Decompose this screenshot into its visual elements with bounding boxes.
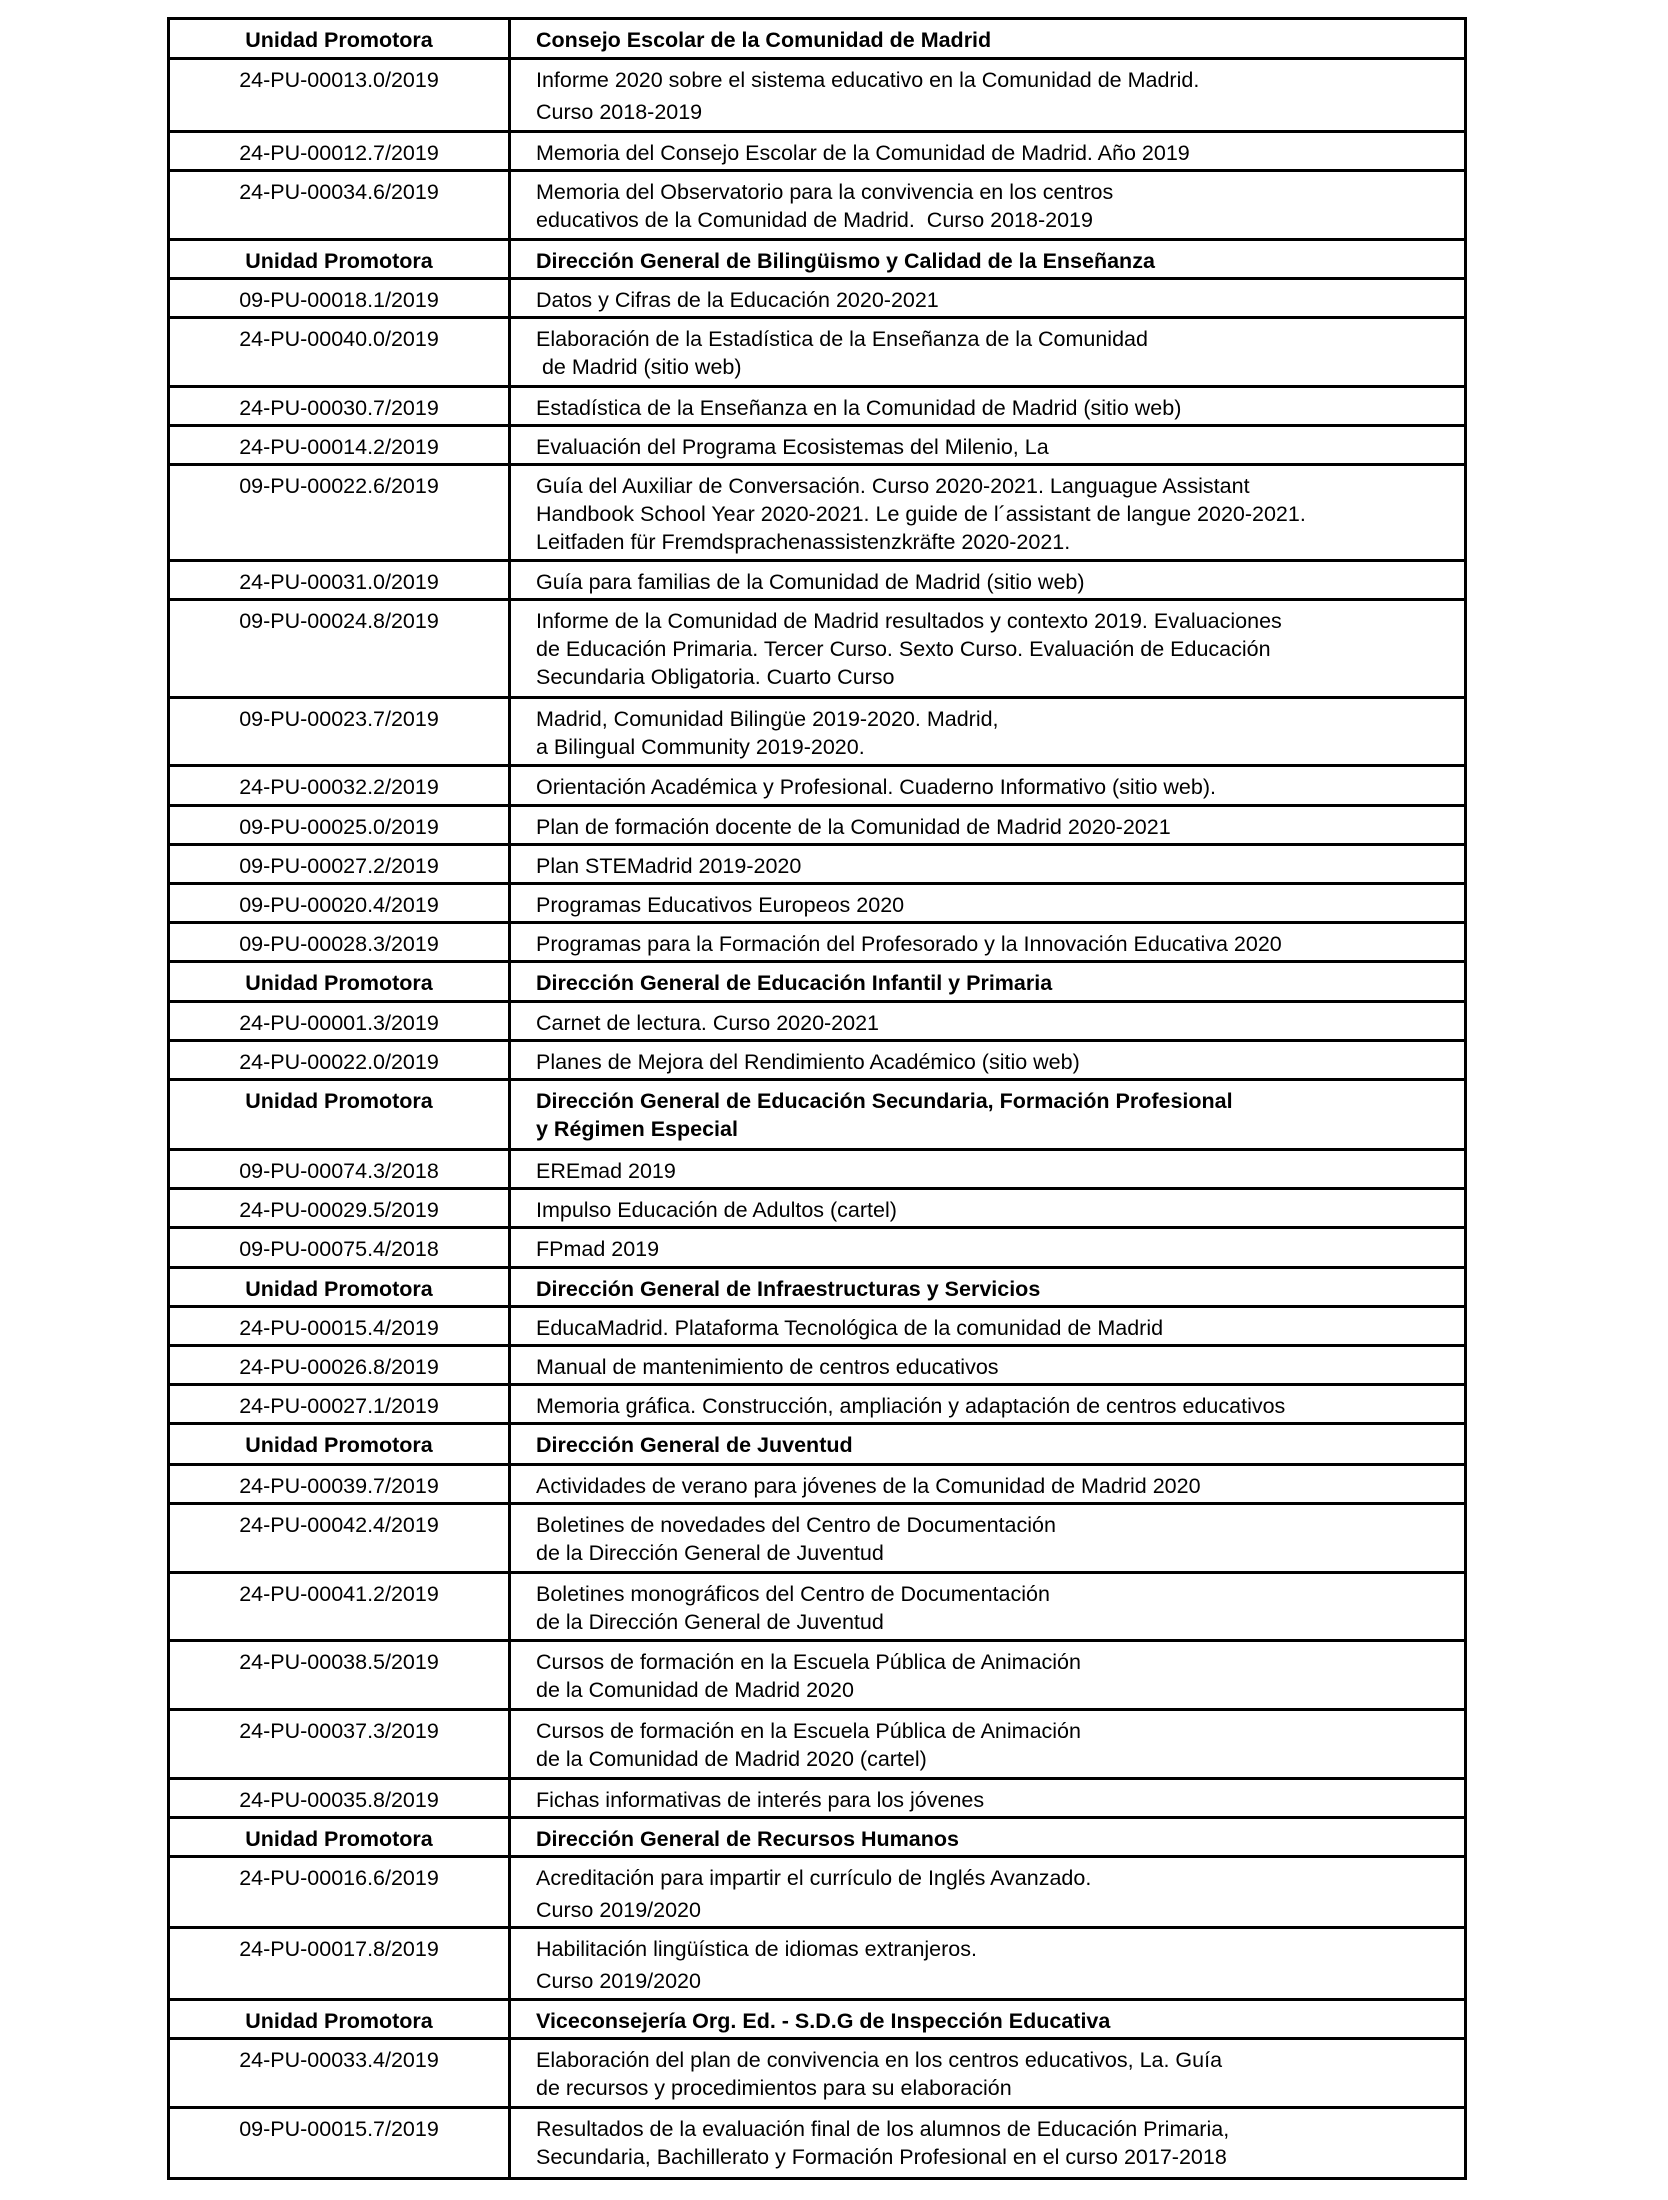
publication-code-cell: 24-PU-00037.3/2019 <box>169 1710 510 1779</box>
publications-table-body <box>169 19 1466 2179</box>
publication-title-line: de la Dirección General de Juventud <box>536 1610 884 1634</box>
publication-row <box>169 698 1466 766</box>
publication-title-cell <box>510 1857 1466 1928</box>
publication-title-line: Actividades de verano para jóvenes de la Comunidad de Madrid 2020 <box>536 1474 1201 1498</box>
publication-row <box>169 1641 1466 1710</box>
publication-title-line: de la Dirección General de Juventud <box>536 1541 884 1565</box>
section-title-line: Consejo Escolar de la Comunidad de Madrid <box>536 28 992 52</box>
section-title-line: Dirección General de Educación Secundaria, Formación Profesional <box>536 1089 1233 1113</box>
publication-title-line: Leitfaden für Fremdsprachenassistenzkräfte 2020-2021. <box>536 530 1071 554</box>
unidad-promotora-label: Unidad Promotora <box>169 1268 510 1307</box>
promoting-unit-name <box>510 962 1466 1002</box>
unidad-promotora-label: Unidad Promotora <box>169 1818 510 1857</box>
publication-row <box>169 884 1466 923</box>
publication-code-cell: 24-PU-00031.0/2019 <box>169 561 510 600</box>
publication-code-cell: 09-PU-00075.4/2018 <box>169 1228 510 1268</box>
publication-title-line: Programas Educativos Europeos 2020 <box>536 893 905 917</box>
section-header-row <box>169 962 1466 1002</box>
promoting-unit-name <box>510 2000 1466 2039</box>
publication-title-line: Orientación Académica y Profesional. Cuaderno Informativo (sitio web). <box>536 775 1216 799</box>
publication-row <box>169 561 1466 600</box>
section-title-line: Dirección General de Educación Infantil y Primaria <box>536 971 1053 995</box>
publication-title-line: Curso 2019/2020 <box>536 1969 701 1993</box>
publication-title-cell <box>510 2039 1466 2108</box>
publication-title-line: de Madrid (sitio web) <box>536 355 742 379</box>
section-title-line: Dirección General de Bilingüismo y Calidad de la Enseñanza <box>536 249 1155 273</box>
publication-code-cell: 24-PU-00001.3/2019 <box>169 1002 510 1041</box>
publication-title-cell <box>510 923 1466 962</box>
publication-row <box>169 1573 1466 1641</box>
publication-title-line: Datos y Cifras de la Educación 2020-2021 <box>536 288 939 312</box>
unidad-promotora-label: Unidad Promotora <box>169 19 510 59</box>
publication-row <box>169 1189 1466 1228</box>
unidad-promotora-label: Unidad Promotora <box>169 1424 510 1465</box>
publication-code-cell: 24-PU-00013.0/2019 <box>169 59 510 132</box>
publication-title-cell <box>510 1346 1466 1385</box>
publication-code-cell: 24-PU-00022.0/2019 <box>169 1041 510 1080</box>
publication-title-cell <box>510 1150 1466 1189</box>
publication-title-line: EREmad 2019 <box>536 1159 676 1183</box>
publication-row <box>169 806 1466 845</box>
publication-title-cell <box>510 2108 1466 2179</box>
publication-title-cell <box>510 465 1466 561</box>
publication-row <box>169 1857 1466 1928</box>
section-title-line: Dirección General de Infraestructuras y Servicios <box>536 1277 1041 1301</box>
publication-code-cell: 24-PU-00034.6/2019 <box>169 171 510 240</box>
publication-title-line: educativos de la Comunidad de Madrid. Curso 2018-2019 <box>536 208 1093 232</box>
publication-row <box>169 465 1466 561</box>
publication-title-cell <box>510 279 1466 318</box>
publication-row <box>169 1465 1466 1504</box>
publication-title-line: Guía del Auxiliar de Conversación. Curso 2020-2021. Languague Assistant <box>536 474 1250 498</box>
publication-row <box>169 923 1466 962</box>
publication-row <box>169 1928 1466 2000</box>
publication-title-cell <box>510 561 1466 600</box>
publication-title-line: Informe 2020 sobre el sistema educativo en la Comunidad de Madrid. <box>536 68 1200 92</box>
publication-title-line: Fichas informativas de interés para los jóvenes <box>536 1788 985 1812</box>
publication-title-line: Boletines monográficos del Centro de Documentación <box>536 1582 1050 1606</box>
publication-title-cell <box>510 1385 1466 1424</box>
publication-title-line: Memoria gráfica. Construcción, ampliación y adaptación de centros educativos <box>536 1394 1286 1418</box>
publication-title-cell <box>510 1307 1466 1346</box>
publication-code-cell: 09-PU-00022.6/2019 <box>169 465 510 561</box>
publication-title-cell <box>510 600 1466 698</box>
section-header-row <box>169 1268 1466 1307</box>
publication-code-cell: 24-PU-00041.2/2019 <box>169 1573 510 1641</box>
publication-title-cell <box>510 1710 1466 1779</box>
publication-title-line: Curso 2019/2020 <box>536 1898 701 1922</box>
publication-row <box>169 1346 1466 1385</box>
publication-title-cell <box>510 387 1466 426</box>
section-header-row <box>169 2000 1466 2039</box>
publication-code-cell: 24-PU-00033.4/2019 <box>169 2039 510 2108</box>
publication-code-cell: 24-PU-00030.7/2019 <box>169 387 510 426</box>
publication-title-line: de Educación Primaria. Tercer Curso. Sexto Curso. Evaluación de Educación <box>536 637 1271 661</box>
unidad-promotora-label: Unidad Promotora <box>169 962 510 1002</box>
promoting-unit-name <box>510 1080 1466 1150</box>
publication-row <box>169 2108 1466 2179</box>
publication-row <box>169 1150 1466 1189</box>
publication-title-line: Handbook School Year 2020-2021. Le guide de l´assistant de langue 2020-2021. <box>536 502 1306 526</box>
section-title-line: Dirección General de Recursos Humanos <box>536 1827 959 1851</box>
publication-title-cell <box>510 806 1466 845</box>
section-header-row <box>169 240 1466 279</box>
section-header-row <box>169 1818 1466 1857</box>
publication-row <box>169 1710 1466 1779</box>
publication-title-cell <box>510 59 1466 132</box>
publication-title-line: de la Comunidad de Madrid 2020 <box>536 1678 854 1702</box>
section-title-line: y Régimen Especial <box>536 1117 738 1141</box>
publication-row <box>169 1779 1466 1818</box>
publication-title-line: Evaluación del Programa Ecosistemas del Milenio, La <box>536 435 1049 459</box>
publication-code-cell: 24-PU-00026.8/2019 <box>169 1346 510 1385</box>
section-header-row <box>169 19 1466 59</box>
promoting-unit-name <box>510 1268 1466 1307</box>
publication-row <box>169 387 1466 426</box>
publication-title-cell <box>510 884 1466 923</box>
publication-row <box>169 766 1466 806</box>
publication-title-line: Programas para la Formación del Profesorado y la Innovación Educativa 2020 <box>536 932 1282 956</box>
publication-code-cell: 24-PU-00039.7/2019 <box>169 1465 510 1504</box>
publication-title-cell <box>510 1504 1466 1573</box>
publication-title-line: Estadística de la Enseñanza en la Comunidad de Madrid (sitio web) <box>536 396 1182 420</box>
publication-code-cell: 24-PU-00040.0/2019 <box>169 318 510 387</box>
publication-title-cell <box>510 1573 1466 1641</box>
publication-code-cell: 24-PU-00038.5/2019 <box>169 1641 510 1710</box>
publication-title-line: Resultados de la evaluación final de los alumnos de Educación Primaria, <box>536 2117 1230 2141</box>
publication-title-line: Guía para familias de la Comunidad de Madrid (sitio web) <box>536 570 1085 594</box>
publication-title-line: Manual de mantenimiento de centros educativos <box>536 1355 999 1379</box>
publication-title-cell <box>510 766 1466 806</box>
publication-title-line: Memoria del Consejo Escolar de la Comunidad de Madrid. Año 2019 <box>536 141 1190 165</box>
unidad-promotora-label: Unidad Promotora <box>169 1080 510 1150</box>
publication-title-line: Plan STEMadrid 2019-2020 <box>536 854 802 878</box>
publication-title-cell <box>510 1002 1466 1041</box>
publication-title-line: Impulso Educación de Adultos (cartel) <box>536 1198 897 1222</box>
promoting-unit-name <box>510 240 1466 279</box>
promoting-unit-name <box>510 19 1466 59</box>
section-header-row <box>169 1080 1466 1150</box>
publication-row <box>169 132 1466 171</box>
section-header-row <box>169 1424 1466 1465</box>
publication-code-cell: 24-PU-00015.4/2019 <box>169 1307 510 1346</box>
publication-title-cell <box>510 1465 1466 1504</box>
publication-title-line: Acreditación para impartir el currículo de Inglés Avanzado. <box>536 1866 1092 1890</box>
publication-title-cell <box>510 698 1466 766</box>
publication-title-cell <box>510 1779 1466 1818</box>
publication-title-cell <box>510 1189 1466 1228</box>
section-title-line: Dirección General de Juventud <box>536 1433 853 1457</box>
publication-code-cell: 24-PU-00014.2/2019 <box>169 426 510 465</box>
publication-row <box>169 59 1466 132</box>
publication-title-cell <box>510 1041 1466 1080</box>
publication-row <box>169 171 1466 240</box>
publication-title-line: Memoria del Observatorio para la convivencia en los centros <box>536 180 1114 204</box>
promoting-unit-name <box>510 1424 1466 1465</box>
publication-title-line: Plan de formación docente de la Comunidad de Madrid 2020-2021 <box>536 815 1171 839</box>
section-title-line: Viceconsejería Org. Ed. - S.D.G de Inspección Educativa <box>536 2009 1111 2033</box>
promoting-unit-name <box>510 1818 1466 1857</box>
publication-title-cell <box>510 171 1466 240</box>
publication-title-line: Curso 2018-2019 <box>536 100 703 124</box>
publication-row <box>169 1307 1466 1346</box>
publication-title-cell <box>510 1928 1466 2000</box>
publication-code-cell: 24-PU-00017.8/2019 <box>169 1928 510 2000</box>
publication-code-cell: 24-PU-00042.4/2019 <box>169 1504 510 1573</box>
publication-row <box>169 1228 1466 1268</box>
publication-title-cell <box>510 426 1466 465</box>
publication-code-cell: 24-PU-00032.2/2019 <box>169 766 510 806</box>
publication-row <box>169 1041 1466 1080</box>
publication-code-cell: 09-PU-00025.0/2019 <box>169 806 510 845</box>
publication-title-line: Planes de Mejora del Rendimiento Académico (sitio web) <box>536 1050 1080 1074</box>
publication-title-line: Cursos de formación en la Escuela Pública de Animación <box>536 1650 1081 1674</box>
publication-title-cell <box>510 845 1466 884</box>
publication-row <box>169 279 1466 318</box>
publication-code-cell: 09-PU-00018.1/2019 <box>169 279 510 318</box>
publication-title-line: Secundaria, Bachillerato y Formación Profesional en el curso 2017-2018 <box>536 2145 1227 2169</box>
publication-title-line: de recursos y procedimientos para su elaboración <box>536 2076 1012 2100</box>
unidad-promotora-label: Unidad Promotora <box>169 2000 510 2039</box>
publication-title-line: de la Comunidad de Madrid 2020 (cartel) <box>536 1747 927 1771</box>
publication-row <box>169 318 1466 387</box>
publication-code-cell: 09-PU-00028.3/2019 <box>169 923 510 962</box>
publication-code-cell: 24-PU-00027.1/2019 <box>169 1385 510 1424</box>
publication-title-line: Carnet de lectura. Curso 2020-2021 <box>536 1011 880 1035</box>
publication-row <box>169 600 1466 698</box>
publication-title-line: Secundaria Obligatoria. Cuarto Curso <box>536 665 895 689</box>
publication-title-line: Elaboración de la Estadística de la Enseñanza de la Comunidad <box>536 327 1148 351</box>
publication-title-cell <box>510 1228 1466 1268</box>
publication-row <box>169 2039 1466 2108</box>
publication-title-line: FPmad 2019 <box>536 1237 660 1261</box>
publication-title-line: Informe de la Comunidad de Madrid resultados y contexto 2019. Evaluaciones <box>536 609 1282 633</box>
publication-code-cell: 24-PU-00012.7/2019 <box>169 132 510 171</box>
publication-code-cell: 09-PU-00015.7/2019 <box>169 2108 510 2179</box>
publication-row <box>169 1385 1466 1424</box>
publication-row <box>169 1504 1466 1573</box>
publication-code-cell: 24-PU-00029.5/2019 <box>169 1189 510 1228</box>
publication-title-line: Cursos de formación en la Escuela Pública de Animación <box>536 1719 1081 1743</box>
publication-code-cell: 09-PU-00024.8/2019 <box>169 600 510 698</box>
publication-title-line: a Bilingual Community 2019-2020. <box>536 735 865 759</box>
publication-title-line: Boletines de novedades del Centro de Documentación <box>536 1513 1056 1537</box>
publication-code-cell: 24-PU-00016.6/2019 <box>169 1857 510 1928</box>
publication-title-cell <box>510 132 1466 171</box>
publication-code-cell: 09-PU-00020.4/2019 <box>169 884 510 923</box>
publication-row <box>169 426 1466 465</box>
publication-title-line: Madrid, Comunidad Bilingüe 2019-2020. Madrid, <box>536 707 999 731</box>
publication-title-line: EducaMadrid. Plataforma Tecnológica de la comunidad de Madrid <box>536 1316 1164 1340</box>
publication-row <box>169 1002 1466 1041</box>
publications-table <box>167 17 1467 2180</box>
publication-title-cell <box>510 1641 1466 1710</box>
unidad-promotora-label: Unidad Promotora <box>169 240 510 279</box>
publication-code-cell: 09-PU-00027.2/2019 <box>169 845 510 884</box>
publication-row <box>169 845 1466 884</box>
publication-title-line: Habilitación lingüística de idiomas extranjeros. <box>536 1937 977 1961</box>
publication-title-line: Elaboración del plan de convivencia en los centros educativos, La. Guía <box>536 2048 1223 2072</box>
publication-title-cell <box>510 318 1466 387</box>
publication-code-cell: 09-PU-00074.3/2018 <box>169 1150 510 1189</box>
publication-code-cell: 24-PU-00035.8/2019 <box>169 1779 510 1818</box>
publication-code-cell: 09-PU-00023.7/2019 <box>169 698 510 766</box>
